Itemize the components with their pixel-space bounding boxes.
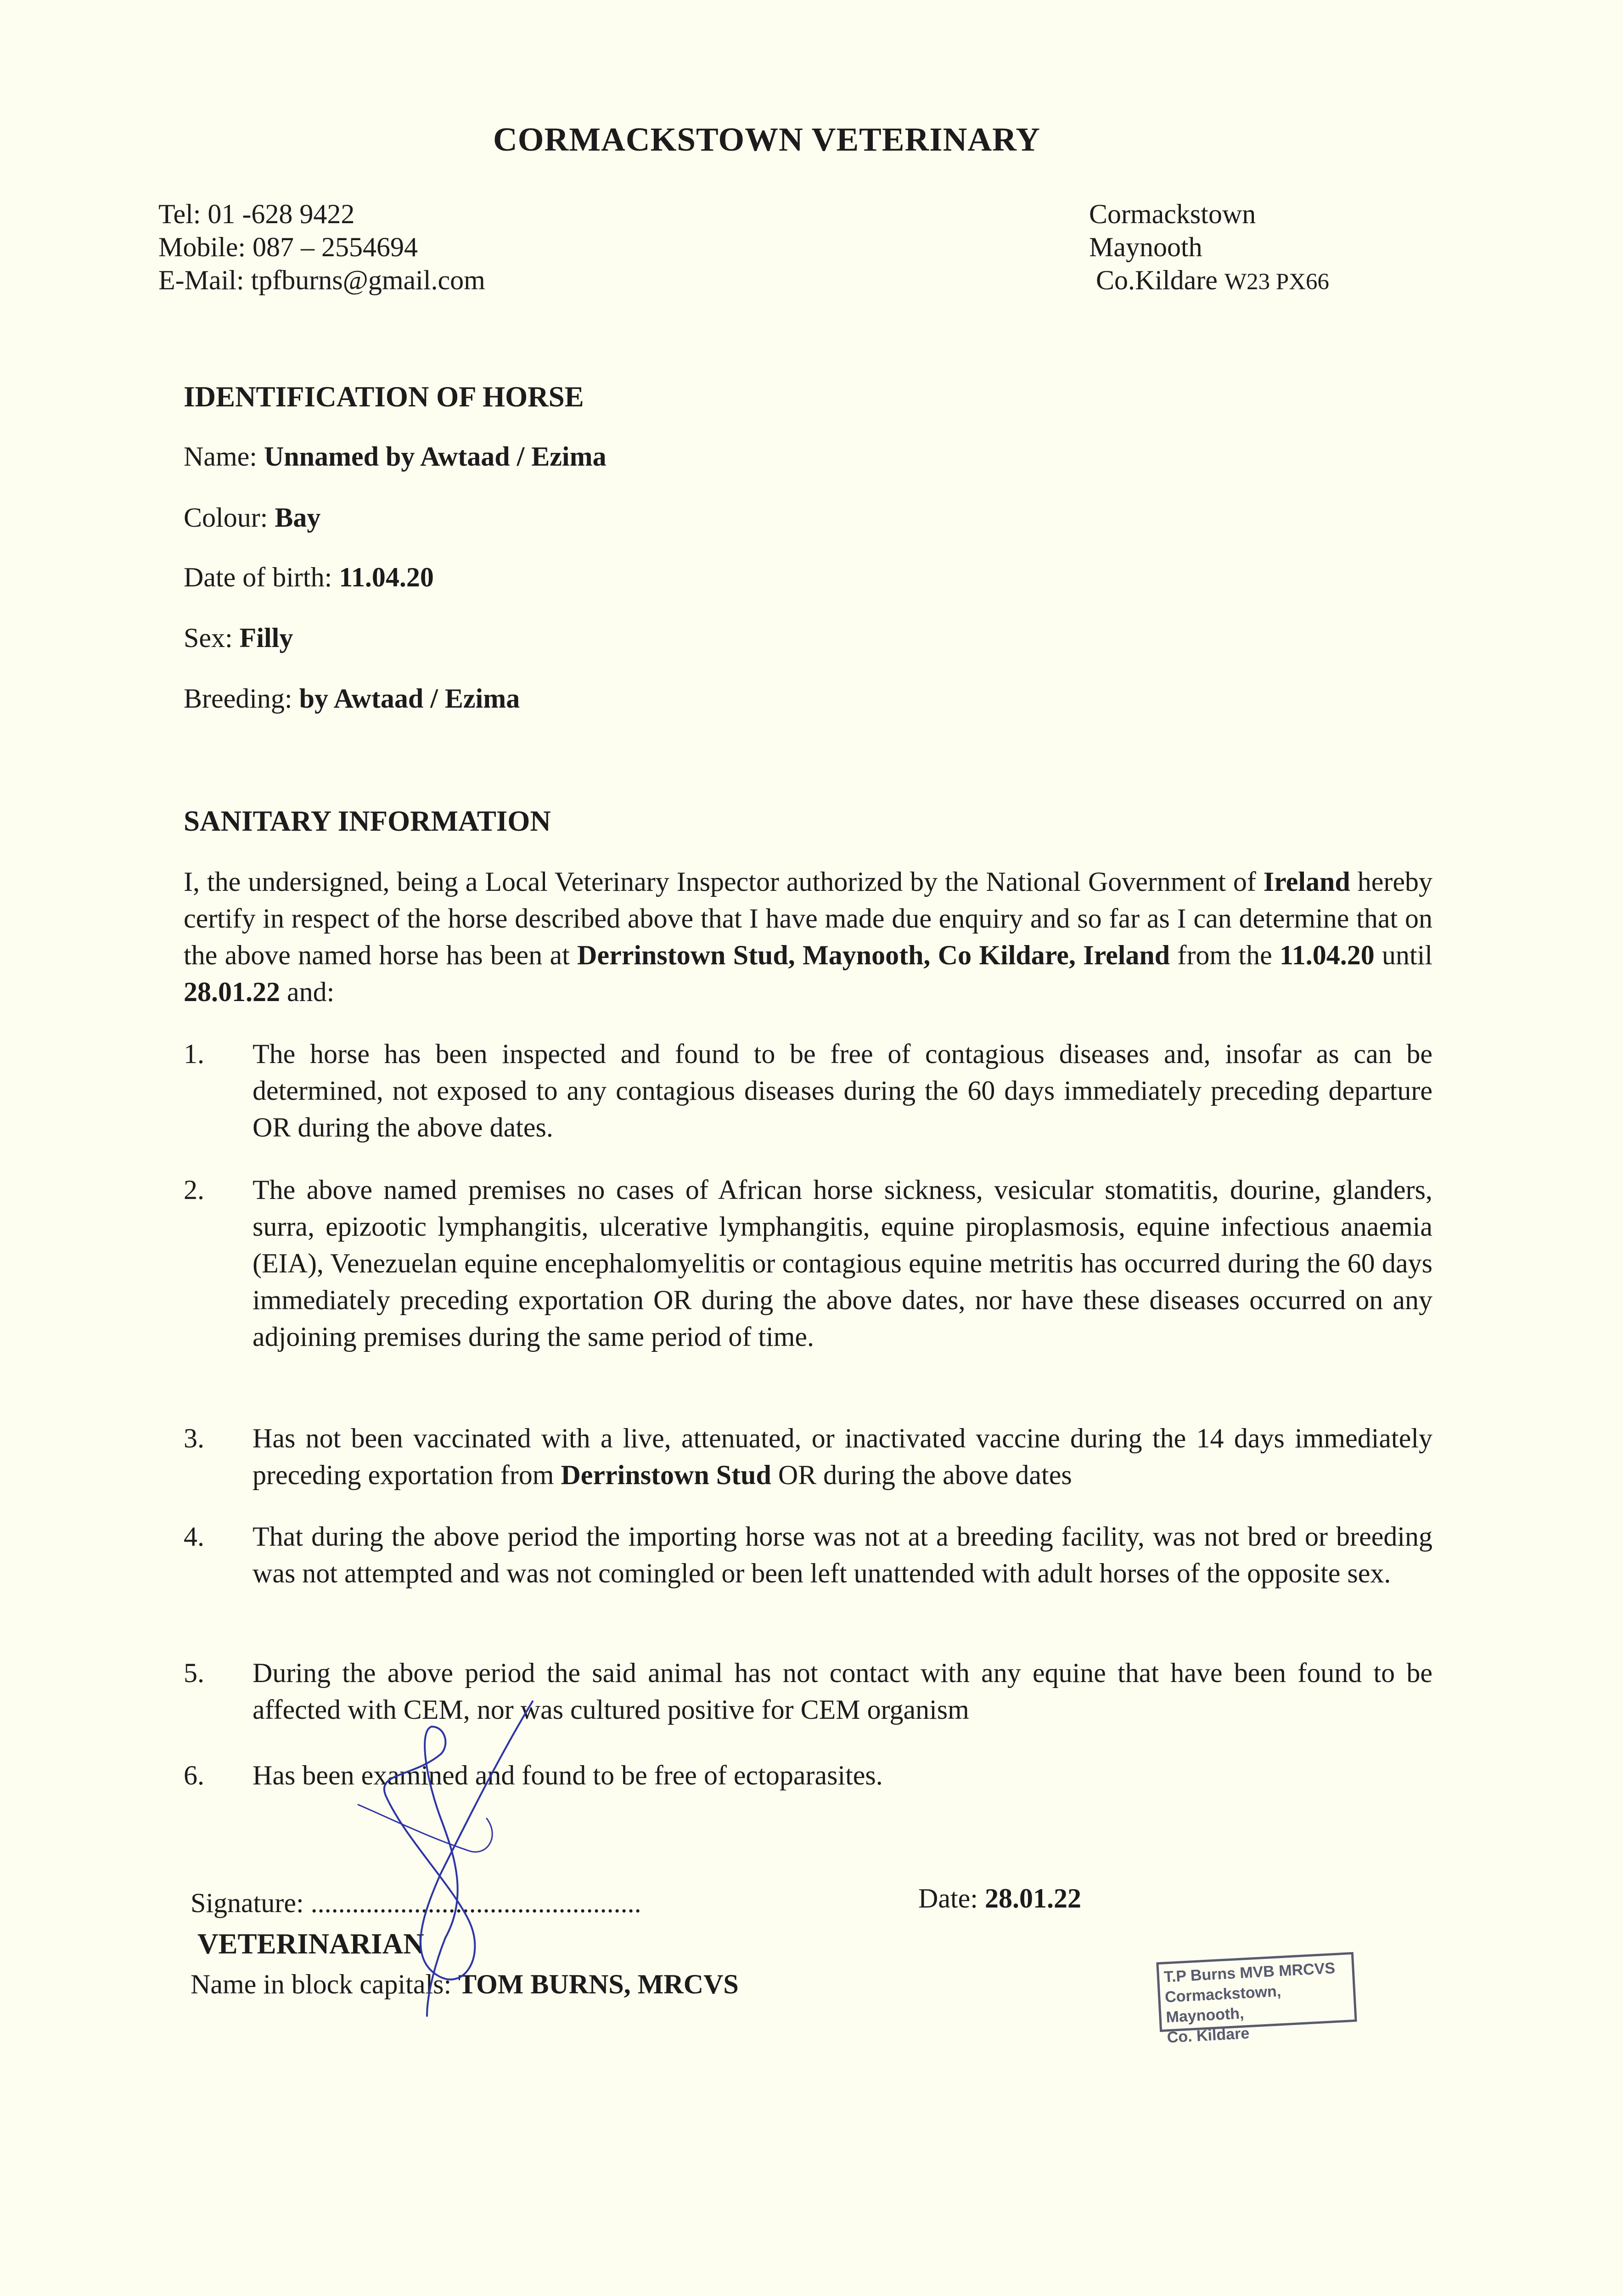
signature-line: Signature: ................................................ [191,1888,641,1918]
address-block [1089,197,1329,298]
postcode: W23 PX66 [1224,269,1330,295]
address-line-1: Cormackstown [1089,199,1256,229]
premises: Derrinstown Stud, Maynooth, Co Kildare, Ireland [577,940,1170,970]
sanitary-heading: SANITARY INFORMATION [184,805,551,837]
field-date-of-birth: Date of birth: 11.04.20 [184,562,434,592]
address-line-3: Co.Kildare W23 PX66 [1096,265,1330,295]
field-breeding: Breeding: by Awtaad / Ezima [184,683,520,714]
horse-sex: Filly [239,623,293,653]
handwritten-signature [349,1699,569,2020]
country: Ireland [1263,867,1350,897]
block-capitals-name: Name in block capitals: TOM BURNS, MRCVS [191,1969,739,1999]
list-item: 6. Has been examined and found to be free of ectoparasites. [184,1760,883,1790]
date-field: Date: 28.01.22 [918,1883,1081,1913]
veterinary-stamp: T.P Burns MVB MRCVS Cormackstown, Maynooth, Co. Kildare [1156,1952,1357,2032]
veterinarian-name: TOM BURNS, MRCVS [458,1969,739,1999]
page-title: CORMACKSTOWN VETERINARY [493,121,1040,158]
role-title: VETERINARIAN [197,1928,424,1960]
list-item: 2. The above named premises no cases of African horse sickness, vesicular stomatitis, dourine, glanders, surra, epizootic lymphangitis, ulcerative lymphangitis, equine piroplasmosis, equine infectious anaemia (EIA), Venezuelan equine encephalomyelitis or contagious equine metritis has occurred during the 60 days immediately preceding exportation OR during the above dates, nor have these diseases occurred on any adjoining premises during the same period of time. [184,1175,1432,1352]
horse-colour: Bay [275,502,321,533]
from-date: 11.04.20 [1280,940,1375,970]
field-name: Name: Unnamed by Awtaad / Ezima [184,441,607,472]
certification-paragraph: I, the undersigned, being a Local Veterinary Inspector authorized by the National Government of Ireland hereby certify in respect of the horse described above that I have made due enquiry and so far as I can determine that on the above named horse has been at Derrinstown Stud, Maynooth, Co Kildare, Ireland from the 11.04.20 until 28.01.22 and: [184,867,1433,1007]
stud-name: Derrinstown Stud [561,1460,771,1490]
email-address: E-Mail: tpfburns@gmail.com [158,265,485,295]
phone-number: Tel: 01 -628 9422 [158,199,355,229]
list-item: 5. During the above period the said animal has not contact with any equine that have been found to be affected with CEM, nor was cultured positive for CEM organism [184,1658,1432,1725]
list-item: 3. Has not been vaccinated with a live, attenuated, or inactivated vaccine during the 14 days immediately preceding exportation from Derrinstown Stud OR during the above dates [184,1423,1432,1490]
horse-dob: 11.04.20 [339,562,434,592]
field-colour: Colour: Bay [184,502,321,533]
identification-heading: IDENTIFICATION OF HORSE [184,381,584,413]
horse-breeding: by Awtaad / Ezima [299,683,520,714]
list-item: 1. The horse has been inspected and found to be free of contagious diseases and, insofar as can be determined, not exposed to any contagious diseases during the 60 days immediately preceding departure OR during the above dates. [184,1039,1432,1142]
until-date: 28.01.22 [184,977,280,1007]
horse-name: Unnamed by Awtaad / Ezima [264,441,607,472]
address-line-2: Maynooth [1089,232,1202,262]
signature-date: 28.01.22 [984,1883,1081,1913]
field-sex: Sex: Filly [184,623,293,653]
mobile-number: Mobile: 087 – 2554694 [158,232,418,262]
contact-details [158,197,485,297]
list-item: 4. That during the above period the importing horse was not at a breeding facility, was not bred or breeding was not attempted and was not comingled or been left unattended with adult horses of the opposite sex. [184,1521,1432,1588]
